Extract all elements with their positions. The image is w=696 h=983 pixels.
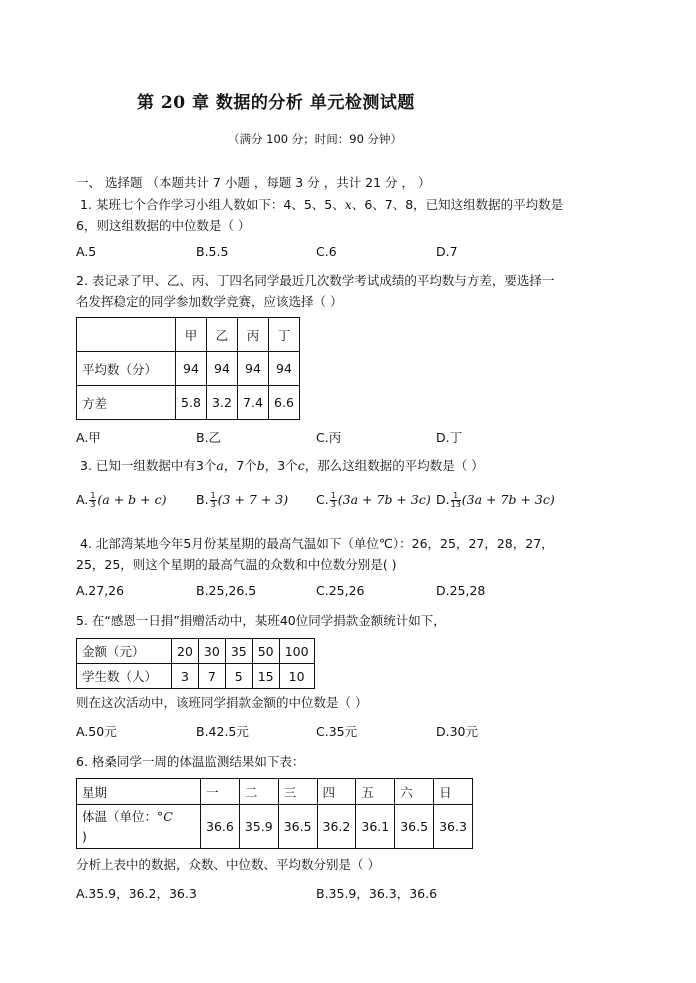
q5-table-cell: 30 <box>198 639 225 664</box>
q2-table-cell: 甲 <box>176 318 207 352</box>
q2-option-c: C.丙 <box>316 430 342 445</box>
question-2-line-2: 名发挥稳定的同学参加数学竞赛，应该选择（ ） <box>76 294 343 309</box>
q6-table-cell: 36.5 <box>395 805 434 849</box>
q6-table-cell: 36.2 <box>317 805 356 849</box>
q5-table-cell: 7 <box>198 664 225 689</box>
q2-table <box>76 317 300 420</box>
q1-option-a: A.5 <box>76 244 97 259</box>
q6-table-cell: 二 <box>239 779 278 805</box>
q6-table-cell: 日 <box>434 779 473 805</box>
q5-table-cell: 金额（元） <box>77 639 172 664</box>
q6-table-cell: 36.3 <box>434 805 473 849</box>
q6-table-cell: 四 <box>317 779 356 805</box>
q2-option-d: D.丁 <box>436 430 463 445</box>
table-row <box>77 805 473 849</box>
q6-table-cell: 星期 <box>77 779 201 805</box>
q2-option-b: B.乙 <box>196 430 222 445</box>
q6-option-a: A.35.9，36.2，36.3 <box>76 886 197 901</box>
q6-table-row-label: 体温（单位：°C ) <box>77 805 201 849</box>
q5-option-c: C.35元 <box>316 724 358 739</box>
fraction: $\frac{1}{13}$ <box>450 491 461 509</box>
q2-table-cell: 3.2 <box>207 386 238 420</box>
q1-option-d: D.7 <box>436 244 458 259</box>
table-row <box>77 386 300 420</box>
q5-table-cell: 20 <box>172 639 199 664</box>
q2-table-cell: 94 <box>207 352 238 386</box>
question-1-line-1: 1. 某班七个合作学习小组人数如下：4、5、5、x、6、7、8，已知这组数据的平均数是 <box>80 197 564 212</box>
q3-option-a: A. $\frac{1}{3}$ (a + b + c) <box>76 491 167 509</box>
q3-option-c: C. $\frac{1}{3}$ (3a + 7b + 3c) <box>316 491 431 509</box>
q5-table-cell: 15 <box>252 664 279 689</box>
q6-table-cell: 三 <box>278 779 317 805</box>
q5-table-cell: 5 <box>225 664 252 689</box>
table-row <box>77 639 315 664</box>
q2-table-cell: 平均数（分） <box>77 352 176 386</box>
q6-table-cell: 36.6 <box>201 805 240 849</box>
q6-option-b: B.35.9，36.3，36.6 <box>316 886 438 901</box>
q5-table-cell: 100 <box>279 639 314 664</box>
q2-table-cell: 方差 <box>77 386 176 420</box>
q4-option-b: B.25,26.5 <box>196 583 257 598</box>
question-4-line-1: 4. 北部湾某地今年5月份某星期的最高气温如下（单位℃）：26，25，27，28，27， <box>80 536 554 551</box>
q5-table-cell: 10 <box>279 664 314 689</box>
q6-table-header-row <box>77 779 473 805</box>
question-5-line-2: 则在这次活动中，该班同学捐款金额的中位数是（ ） <box>76 695 368 710</box>
q6-table-cell: 35.9 <box>239 805 278 849</box>
q2-table-cell: 94 <box>176 352 207 386</box>
fraction: $\frac{1}{3}$ <box>210 491 216 509</box>
q2-table-cell: 乙 <box>207 318 238 352</box>
q2-table-cell: 6.6 <box>269 386 300 420</box>
page-title: 第 20 章 数据的分析 单元检测试题 <box>137 93 415 113</box>
question-6-line-2: 分析上表中的数据，众数、中位数、平均数分别是（ ） <box>76 857 380 872</box>
q6-table-cell: 36.5 <box>278 805 317 849</box>
q5-table-cell: 35 <box>225 639 252 664</box>
q4-option-c: C.25,26 <box>316 583 365 598</box>
q2-table-cell: 丙 <box>238 318 269 352</box>
q2-table-cell: 5.8 <box>176 386 207 420</box>
question-2-line-1: 2. 表记录了甲、乙、丙、丁四名同学最近几次数学考试成绩的平均数与方差，要选择一 <box>76 273 555 288</box>
q2-table-cell: 94 <box>269 352 300 386</box>
q2-option-a: A.甲 <box>76 430 101 445</box>
q5-option-d: D.30元 <box>436 724 479 739</box>
section-heading: 一、 选择题 （本题共计 7 小题 ，每题 3 分 ，共计 21 分 ， ） <box>76 175 431 190</box>
q2-table-header-row <box>77 318 300 352</box>
q4-option-d: D.25,28 <box>436 583 486 598</box>
q3-option-d: D. $\frac{1}{13}$ (3a + 7b + 3c) <box>436 491 555 509</box>
q6-table-cell: 六 <box>395 779 434 805</box>
table-row <box>77 352 300 386</box>
question-3-line-1: 3. 已知一组数据中有3个a，7个b，3个c，那么这组数据的平均数是（ ） <box>80 458 484 473</box>
q2-table-cell: 丁 <box>269 318 300 352</box>
q2-table-cell <box>77 318 176 352</box>
q4-option-a: A.27,26 <box>76 583 125 598</box>
page-subtitle: （满分 100 分；时间：90 分钟） <box>228 132 403 146</box>
q5-table-cell: 学生数（人） <box>77 664 172 689</box>
q6-table-cell: 36.1 <box>356 805 395 849</box>
q1-option-c: C.6 <box>316 244 337 259</box>
q5-table-cell: 3 <box>172 664 199 689</box>
q5-option-b: B.42.5元 <box>196 724 249 739</box>
q6-table-cell: 一 <box>201 779 240 805</box>
question-4-line-2: 25，25，则这个星期的最高气温的众数和中位数分别是( ) <box>76 557 397 572</box>
q5-table-cell: 50 <box>252 639 279 664</box>
q1-option-b: B.5.5 <box>196 244 229 259</box>
fraction: $\frac{1}{3}$ <box>90 491 96 509</box>
q5-option-a: A.50元 <box>76 724 117 739</box>
question-5-line-1: 5. 在“感恩一日捐”捐赠活动中，某班40位同学捐款金额统计如下， <box>76 613 446 628</box>
q3-option-b: B. $\frac{1}{3}$ (3 + 7 + 3) <box>196 491 289 509</box>
question-1-line-2: 6，则这组数据的中位数是（ ） <box>76 218 251 233</box>
q5-table <box>76 638 315 689</box>
question-6-line-1: 6. 格桑同学一周的体温监测结果如下表： <box>76 754 305 769</box>
table-row <box>77 664 315 689</box>
fraction: $\frac{1}{3}$ <box>330 491 336 509</box>
q2-table-cell: 7.4 <box>238 386 269 420</box>
q6-table-cell: 五 <box>356 779 395 805</box>
q6-table <box>76 778 473 849</box>
q2-table-cell: 94 <box>238 352 269 386</box>
